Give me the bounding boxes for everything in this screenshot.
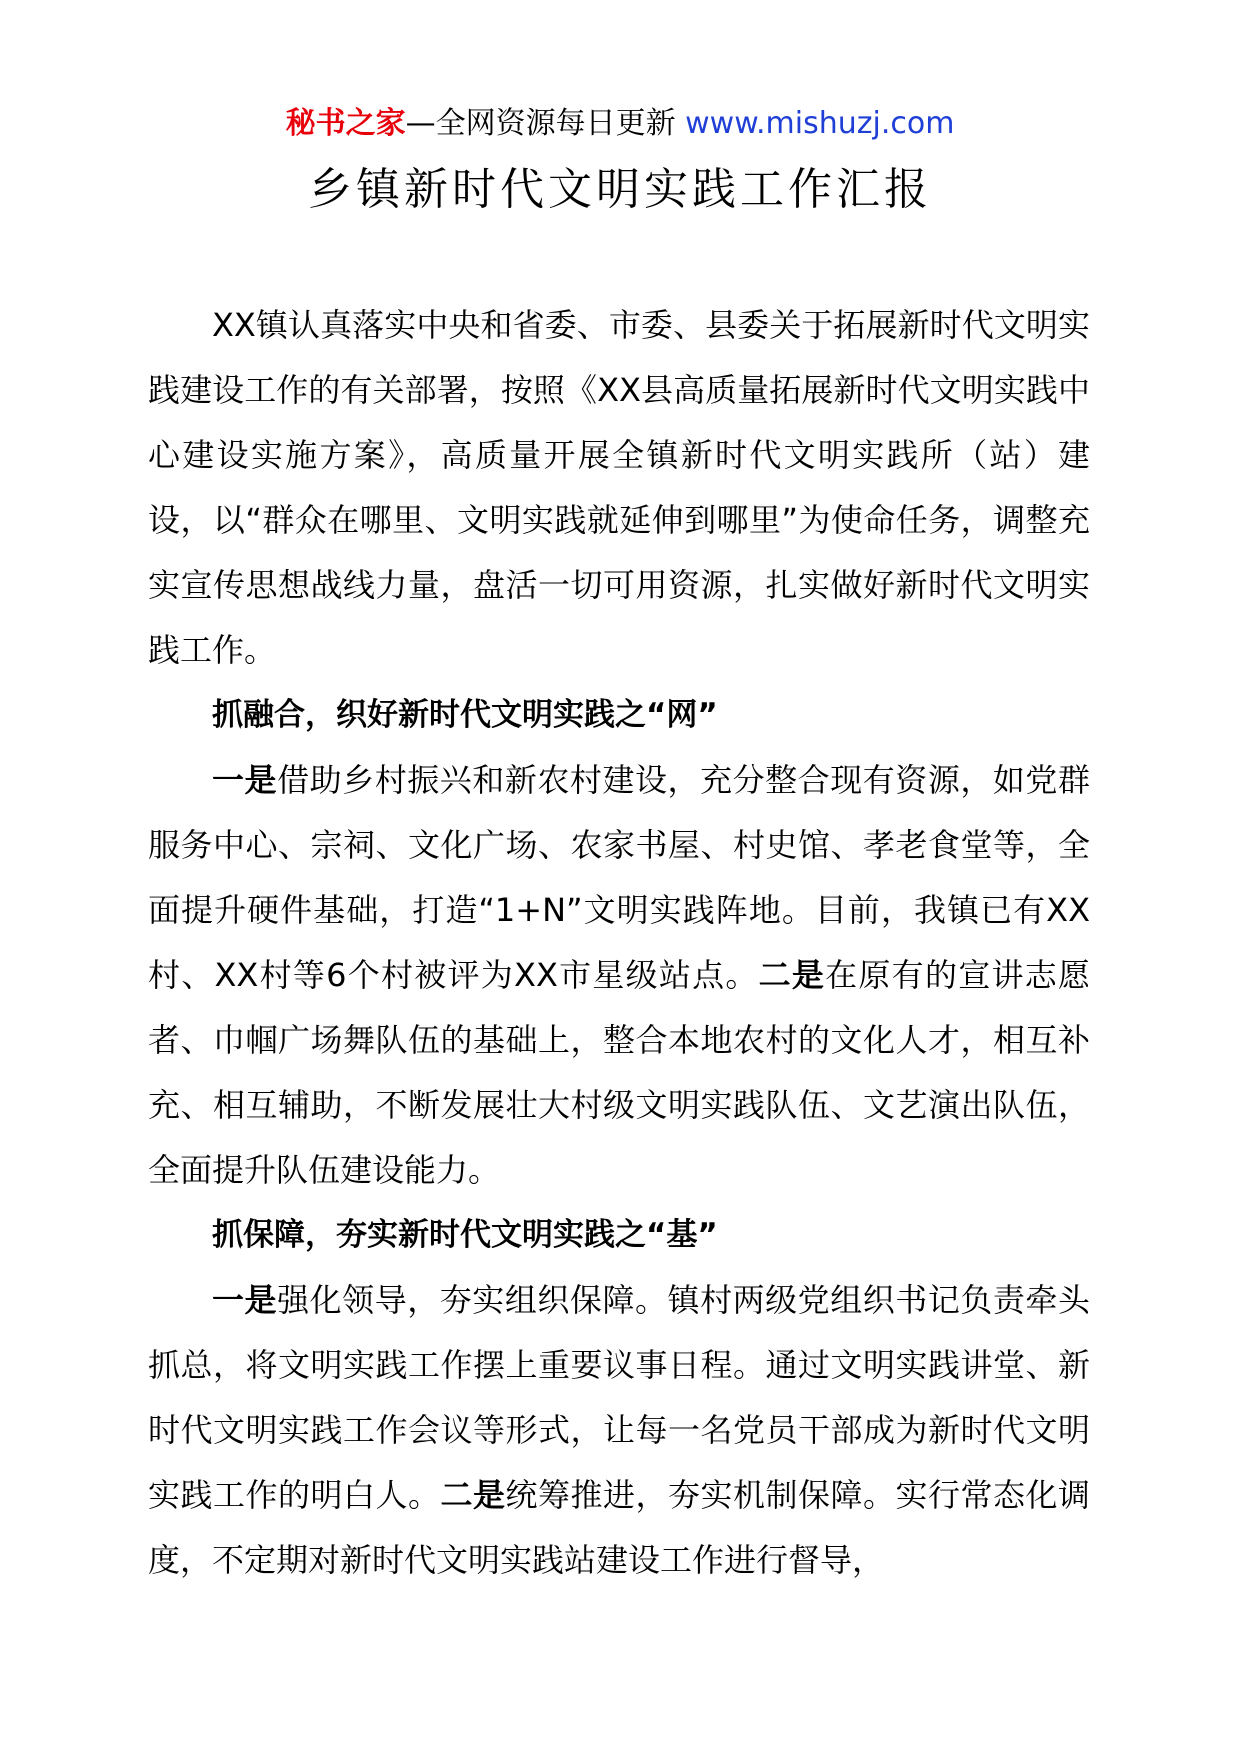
point-label-first: 一是 [212,761,278,799]
point-label-second: 二是 [440,1476,506,1514]
point-text-second: 统筹推进，夯实机制保障。实行常态化调度，不定期对新时代文明实践站建设工作进行督导， [148,1476,1090,1579]
intro-paragraph: XX镇认真落实中央和省委、市委、县委关于拓展新时代文明实践建设工作的有关部署，按照《XX县高质量拓展新时代文明实践中心建设实施方案》，高质量开展全镇新时代文明实践所（站）建设，以“群众在哪里、文明实践就延伸到哪里”为使命任务，调整充实宣传思想战线力量，盘活一切可用资源，扎实做好新时代文明实践工作。 [148,306,1090,669]
point-label-second: 二是 [758,956,826,994]
section-paragraph-integration [148,748,1090,1203]
point-text-first: 借助乡村振兴和新农村建设，充分整合现有资源，如党群服务中心、宗祠、文化广场、农家书屋、村史馆、孝老食堂等，全面提升硬件基础，打造“1+N”文明实践阵地。目前，我镇已有XX村、XX村等6个村被评为XX市星级站点。 [148,761,1090,994]
point-label-first: 一是 [212,1281,278,1319]
site-header [0,102,1240,146]
section-paragraph-guarantee [148,1268,1090,1593]
point-text-second: 在原有的宣讲志愿者、巾帼广场舞队伍的基础上，整合本地农村的文化人才，相互补充、相互辅助，不断发展壮大村级文明实践队伍、文艺演出队伍，全面提升队伍建设能力。 [148,956,1090,1189]
section-heading-guarantee: 抓保障，夯实新时代文明实践之“基” [212,1217,718,1253]
header-tagline: —全网资源每日更新 [405,106,686,141]
brand-name: 秘书之家 [285,106,406,141]
site-url-link[interactable]: www.mishuzj.com [685,106,955,141]
document-body [148,293,1090,1593]
document-title: 乡镇新时代文明实践工作汇报 [308,164,932,215]
section-heading-integration: 抓融合，织好新时代文明实践之“网” [212,697,718,733]
point-text-first: 强化领导，夯实组织保障。镇村两级党组织书记负责牵头抓总，将文明实践工作摆上重要议事日程。通过文明实践讲堂、新时代文明实践工作会议等形式，让每一名党员干部成为新时代文明实践工作的明白人。 [148,1281,1090,1514]
